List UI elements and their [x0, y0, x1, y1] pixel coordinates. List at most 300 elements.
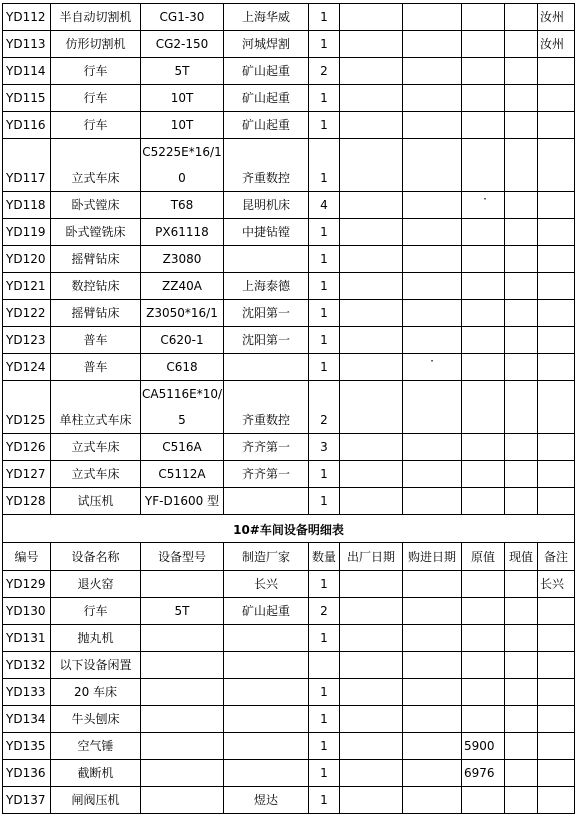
- cell-code: YD123: [3, 327, 51, 354]
- cell-entry-date: [403, 246, 462, 273]
- cell-current: [505, 139, 538, 192]
- cell-entry-date: [403, 679, 462, 706]
- header-entry-date: 购进日期: [403, 543, 462, 571]
- cell-model: [141, 679, 224, 706]
- cell-price: [462, 652, 505, 679]
- table-row: [3, 787, 575, 814]
- cell-qty: 1: [309, 461, 340, 488]
- cell-qty: 3: [309, 434, 340, 461]
- cell-maker: 中捷钻镗: [224, 219, 309, 246]
- cell-model: T68: [141, 192, 224, 219]
- cell-factory-date: [340, 354, 403, 381]
- cell-maker: [224, 679, 309, 706]
- section-title: 10#车间设备明细表: [3, 515, 575, 543]
- cell-code: YD117: [3, 139, 51, 192]
- cell-code: YD129: [3, 571, 51, 598]
- cell-entry-date: [403, 300, 462, 327]
- cell-entry-date: [403, 58, 462, 85]
- cell-current: [505, 461, 538, 488]
- cell-entry-date: [403, 598, 462, 625]
- table-row: [3, 112, 575, 139]
- cell-note: [538, 58, 575, 85]
- cell-code: YD120: [3, 246, 51, 273]
- cell-price: [462, 273, 505, 300]
- header-current: 现值: [505, 543, 538, 571]
- cell-entry-date: [403, 652, 462, 679]
- cell-maker: [224, 246, 309, 273]
- cell-price: [462, 112, 505, 139]
- cell-code: YD114: [3, 58, 51, 85]
- cell-price: [462, 706, 505, 733]
- cell-qty: 2: [309, 58, 340, 85]
- cell-model: CG1-30: [141, 4, 224, 31]
- cell-current: [505, 354, 538, 381]
- cell-note: [538, 434, 575, 461]
- cell-note: [538, 354, 575, 381]
- cell-model: [141, 652, 224, 679]
- table-row: [3, 31, 575, 58]
- header-model: 设备型号: [141, 543, 224, 571]
- cell-price: 6976: [462, 760, 505, 787]
- cell-code: YD125: [3, 381, 51, 434]
- cell-note: [538, 139, 575, 192]
- cell-note: 汝州: [538, 4, 575, 31]
- cell-entry-date: [403, 461, 462, 488]
- cell-note: [538, 381, 575, 434]
- table-row: [3, 625, 575, 652]
- cell-current: [505, 58, 538, 85]
- cell-note: [538, 112, 575, 139]
- cell-code: YD133: [3, 679, 51, 706]
- table-row: [3, 327, 575, 354]
- cell-entry-date: [403, 706, 462, 733]
- cell-model: C516A: [141, 434, 224, 461]
- cell-maker: 齐齐第一: [224, 461, 309, 488]
- cell-model: Z3080: [141, 246, 224, 273]
- cell-maker: 上海泰德: [224, 273, 309, 300]
- cell-maker: 沈阳第一: [224, 300, 309, 327]
- cell-name: 卧式镗床: [51, 192, 141, 219]
- cell-maker: [224, 733, 309, 760]
- cell-name: 试压机: [51, 488, 141, 515]
- cell-model: Z3050*16/1: [141, 300, 224, 327]
- cell-maker: [224, 625, 309, 652]
- cell-name: 行车: [51, 598, 141, 625]
- cell-model: [141, 733, 224, 760]
- cell-code: YD118: [3, 192, 51, 219]
- cell-qty: 2: [309, 598, 340, 625]
- cell-maker: [224, 488, 309, 515]
- table-row: [3, 733, 575, 760]
- cell-qty: 1: [309, 354, 340, 381]
- table-row: [3, 706, 575, 733]
- cell-price: [462, 625, 505, 652]
- cell-factory-date: [340, 192, 403, 219]
- cell-name: 单柱立式车床: [51, 381, 141, 434]
- cell-model: C618: [141, 354, 224, 381]
- cell-qty: 1: [309, 706, 340, 733]
- cell-code: YD121: [3, 273, 51, 300]
- cell-factory-date: [340, 139, 403, 192]
- cell-qty: 1: [309, 246, 340, 273]
- cell-maker: [224, 760, 309, 787]
- header-qty: 数量: [309, 543, 340, 571]
- cell-qty: 1: [309, 760, 340, 787]
- cell-factory-date: [340, 760, 403, 787]
- cell-current: [505, 219, 538, 246]
- cell-price: [462, 461, 505, 488]
- cell-name: 数控钻床: [51, 273, 141, 300]
- cell-qty: 2: [309, 381, 340, 434]
- cell-note: [538, 625, 575, 652]
- cell-code: YD127: [3, 461, 51, 488]
- cell-note: [538, 219, 575, 246]
- cell-factory-date: [340, 434, 403, 461]
- cell-note: 汝州: [538, 31, 575, 58]
- cell-current: [505, 300, 538, 327]
- cell-current: [505, 112, 538, 139]
- cell-current: [505, 246, 538, 273]
- cell-price: [462, 58, 505, 85]
- table-row: [3, 571, 575, 598]
- cell-note: [538, 246, 575, 273]
- cell-entry-date: [403, 85, 462, 112]
- header-note: 备注: [538, 543, 575, 571]
- cell-name: 立式车床: [51, 139, 141, 192]
- cell-factory-date: [340, 461, 403, 488]
- section-2-header-group: [3, 515, 575, 571]
- cell-name: 退火窑: [51, 571, 141, 598]
- cell-qty: 1: [309, 112, 340, 139]
- cell-factory-date: [340, 733, 403, 760]
- table-row: [3, 434, 575, 461]
- table-row: [3, 139, 575, 192]
- cell-model: [141, 760, 224, 787]
- header-factory-date: 出厂日期: [340, 543, 403, 571]
- cell-qty: 1: [309, 31, 340, 58]
- cell-model: [141, 787, 224, 814]
- cell-code: YD122: [3, 300, 51, 327]
- cell-factory-date: [340, 571, 403, 598]
- table-row: [3, 4, 575, 31]
- cell-current: [505, 733, 538, 760]
- cell-factory-date: [340, 488, 403, 515]
- table-row: [3, 85, 575, 112]
- cell-code: YD126: [3, 434, 51, 461]
- cell-entry-date: [403, 354, 462, 381]
- cell-current: [505, 85, 538, 112]
- cell-note: [538, 488, 575, 515]
- cell-model: [141, 571, 224, 598]
- cell-code: YD116: [3, 112, 51, 139]
- cell-qty: 1: [309, 219, 340, 246]
- cell-price: [462, 381, 505, 434]
- cell-current: [505, 434, 538, 461]
- cell-note: [538, 85, 575, 112]
- cell-factory-date: [340, 679, 403, 706]
- cell-name: 普车: [51, 327, 141, 354]
- column-header-row: [3, 543, 575, 571]
- cell-current: [505, 31, 538, 58]
- cell-current: [505, 625, 538, 652]
- cell-model: C5225E*16/10: [141, 139, 224, 192]
- cell-name: 摇臂钻床: [51, 246, 141, 273]
- cell-model: CA5116E*10/5: [141, 381, 224, 434]
- cell-current: [505, 706, 538, 733]
- cell-code: YD134: [3, 706, 51, 733]
- cell-maker: 河城焊割: [224, 31, 309, 58]
- cell-current: [505, 4, 538, 31]
- table-row: [3, 354, 575, 381]
- cell-name: 立式车床: [51, 461, 141, 488]
- cell-price: [462, 488, 505, 515]
- cell-model: [141, 625, 224, 652]
- cell-code: YD131: [3, 625, 51, 652]
- cell-maker: 矿山起重: [224, 85, 309, 112]
- table-row: [3, 760, 575, 787]
- cell-model: 10T: [141, 85, 224, 112]
- cell-price: [462, 85, 505, 112]
- cell-entry-date: [403, 4, 462, 31]
- cell-qty: 1: [309, 85, 340, 112]
- cell-entry-date: [403, 192, 462, 219]
- cell-maker: 齐重数控: [224, 139, 309, 192]
- cell-qty: 1: [309, 327, 340, 354]
- cell-name: 20 车床: [51, 679, 141, 706]
- cell-price: [462, 300, 505, 327]
- dot-mark: ·: [483, 192, 487, 206]
- cell-maker: [224, 354, 309, 381]
- cell-maker: 昆明机床: [224, 192, 309, 219]
- cell-name: 卧式镗铣床: [51, 219, 141, 246]
- cell-entry-date: [403, 488, 462, 515]
- cell-maker: 齐重数控: [224, 381, 309, 434]
- cell-factory-date: [340, 58, 403, 85]
- table-row: [3, 488, 575, 515]
- cell-name: 抛丸机: [51, 625, 141, 652]
- header-price: 原值: [462, 543, 505, 571]
- cell-model: [141, 706, 224, 733]
- cell-current: [505, 679, 538, 706]
- cell-note: [538, 679, 575, 706]
- cell-qty: 1: [309, 4, 340, 31]
- cell-entry-date: [403, 381, 462, 434]
- table-row: [3, 598, 575, 625]
- cell-maker: 上海华威: [224, 4, 309, 31]
- cell-factory-date: [340, 246, 403, 273]
- cell-qty: 1: [309, 679, 340, 706]
- cell-price: [462, 31, 505, 58]
- cell-factory-date: [340, 300, 403, 327]
- cell-qty: 1: [309, 488, 340, 515]
- cell-model: CG2-150: [141, 31, 224, 58]
- section-1-body: [3, 4, 575, 515]
- cell-qty: 1: [309, 787, 340, 814]
- cell-qty: 4: [309, 192, 340, 219]
- cell-name: 牛头刨床: [51, 706, 141, 733]
- cell-price: [462, 598, 505, 625]
- cell-name: 摇臂钻床: [51, 300, 141, 327]
- cell-model: PX61118: [141, 219, 224, 246]
- cell-name: 普车: [51, 354, 141, 381]
- cell-price: [462, 571, 505, 598]
- cell-code: YD135: [3, 733, 51, 760]
- table-row: [3, 273, 575, 300]
- cell-code: YD112: [3, 4, 51, 31]
- cell-current: [505, 787, 538, 814]
- cell-note: [538, 760, 575, 787]
- cell-name: 闸阀压机: [51, 787, 141, 814]
- cell-code: YD124: [3, 354, 51, 381]
- section-title-row: [3, 515, 575, 543]
- cell-qty: 1: [309, 733, 340, 760]
- cell-current: [505, 488, 538, 515]
- cell-current: [505, 652, 538, 679]
- cell-maker: 矿山起重: [224, 598, 309, 625]
- cell-qty: 1: [309, 300, 340, 327]
- cell-note: [538, 706, 575, 733]
- cell-model: ZZ40A: [141, 273, 224, 300]
- cell-entry-date: [403, 219, 462, 246]
- cell-maker: [224, 706, 309, 733]
- cell-note: [538, 192, 575, 219]
- cell-entry-date: [403, 139, 462, 192]
- cell-entry-date: [403, 112, 462, 139]
- cell-name: 仿形切割机: [51, 31, 141, 58]
- table-row: [3, 246, 575, 273]
- cell-code: YD136: [3, 760, 51, 787]
- cell-entry-date: [403, 434, 462, 461]
- cell-factory-date: [340, 598, 403, 625]
- cell-factory-date: [340, 381, 403, 434]
- cell-factory-date: [340, 706, 403, 733]
- cell-name: 立式车床: [51, 434, 141, 461]
- cell-current: [505, 327, 538, 354]
- table-row: [3, 381, 575, 434]
- cell-note: [538, 733, 575, 760]
- cell-price: [462, 4, 505, 31]
- cell-code: YD132: [3, 652, 51, 679]
- cell-current: [505, 192, 538, 219]
- table-row: [3, 461, 575, 488]
- table-row: [3, 652, 575, 679]
- cell-qty: 1: [309, 273, 340, 300]
- cell-price: [462, 139, 505, 192]
- cell-current: [505, 273, 538, 300]
- cell-entry-date: [403, 31, 462, 58]
- cell-code: YD130: [3, 598, 51, 625]
- cell-qty: 1: [309, 625, 340, 652]
- cell-current: [505, 381, 538, 434]
- cell-name: 半自动切割机: [51, 4, 141, 31]
- cell-factory-date: [340, 112, 403, 139]
- cell-note: [538, 273, 575, 300]
- cell-note: [538, 300, 575, 327]
- cell-maker: 矿山起重: [224, 112, 309, 139]
- cell-name: 截断机: [51, 760, 141, 787]
- cell-code: YD113: [3, 31, 51, 58]
- cell-entry-date: [403, 625, 462, 652]
- cell-qty: [309, 652, 340, 679]
- table-row: [3, 679, 575, 706]
- cell-factory-date: [340, 327, 403, 354]
- cell-price: [462, 219, 505, 246]
- cell-entry-date: [403, 571, 462, 598]
- cell-maker: 长兴: [224, 571, 309, 598]
- cell-model: 5T: [141, 598, 224, 625]
- cell-maker: 齐齐第一: [224, 434, 309, 461]
- cell-name: 以下设备闲置: [51, 652, 141, 679]
- cell-code: YD115: [3, 85, 51, 112]
- cell-entry-date: [403, 760, 462, 787]
- cell-current: [505, 760, 538, 787]
- cell-current: [505, 598, 538, 625]
- cell-price: [462, 246, 505, 273]
- header-name: 设备名称: [51, 543, 141, 571]
- cell-factory-date: [340, 273, 403, 300]
- cell-name: 空气锤: [51, 733, 141, 760]
- cell-factory-date: [340, 787, 403, 814]
- cell-note: [538, 461, 575, 488]
- cell-qty: 1: [309, 571, 340, 598]
- cell-factory-date: [340, 625, 403, 652]
- cell-maker: 矿山起重: [224, 58, 309, 85]
- cell-name: 行车: [51, 85, 141, 112]
- cell-entry-date: [403, 733, 462, 760]
- cell-maker: 煜达: [224, 787, 309, 814]
- cell-note: 长兴: [538, 571, 575, 598]
- cell-maker: [224, 652, 309, 679]
- equipment-table: [2, 3, 575, 814]
- dot-mark: ·: [430, 354, 434, 368]
- cell-note: [538, 598, 575, 625]
- header-code: 编号: [3, 543, 51, 571]
- cell-code: YD137: [3, 787, 51, 814]
- table-row: [3, 192, 575, 219]
- cell-code: YD128: [3, 488, 51, 515]
- cell-price: [462, 679, 505, 706]
- cell-model: YF-D1600 型: [141, 488, 224, 515]
- cell-model: C620-1: [141, 327, 224, 354]
- cell-entry-date: [403, 327, 462, 354]
- cell-maker: 沈阳第一: [224, 327, 309, 354]
- cell-note: [538, 652, 575, 679]
- cell-note: [538, 787, 575, 814]
- cell-price: [462, 434, 505, 461]
- cell-factory-date: [340, 652, 403, 679]
- cell-model: 10T: [141, 112, 224, 139]
- cell-factory-date: [340, 4, 403, 31]
- cell-entry-date: [403, 787, 462, 814]
- cell-name: 行车: [51, 58, 141, 85]
- section-2-body: [3, 571, 575, 814]
- cell-factory-date: [340, 85, 403, 112]
- cell-code: YD119: [3, 219, 51, 246]
- cell-price: [462, 354, 505, 381]
- cell-price: [462, 192, 505, 219]
- cell-price: [462, 327, 505, 354]
- cell-entry-date: [403, 273, 462, 300]
- cell-model: 5T: [141, 58, 224, 85]
- cell-current: [505, 571, 538, 598]
- cell-factory-date: [340, 31, 403, 58]
- cell-model: C5112A: [141, 461, 224, 488]
- cell-name: 行车: [51, 112, 141, 139]
- cell-factory-date: [340, 219, 403, 246]
- table-row: [3, 58, 575, 85]
- table-row: [3, 300, 575, 327]
- cell-price: 5900: [462, 733, 505, 760]
